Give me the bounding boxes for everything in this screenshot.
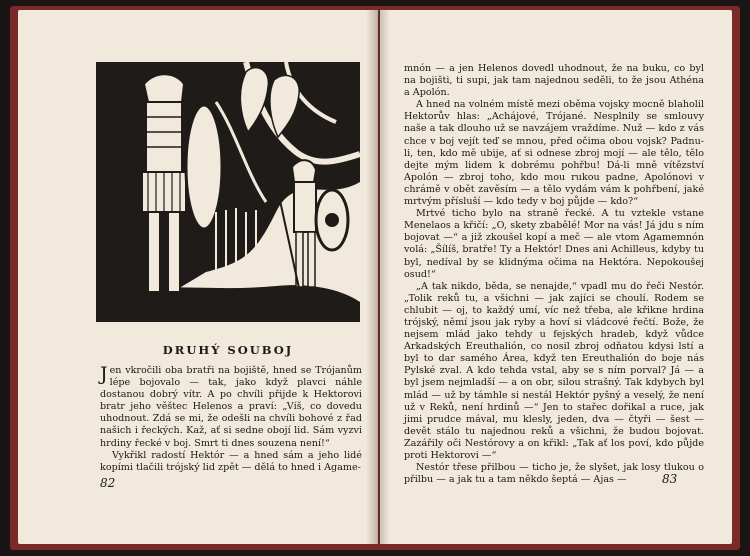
paragraph: Jen vkročili oba bratři na bojiště, hned se Trójanům lépe bojovalo — tak, jako když plavci náhle dostanou dobrý vítr. A po chvíli přijde k Hektorovi bratr jeho věštec Helenos a praví: „Víš, co dovedu uhodnout. Zdá se mi, že odešli na chvíli bohové z řad našich i řeckých. Kaž, ať si sedne obojí lid. Sám vyzvi hrdiny řecké v boj. Smrt ti dnes souzena není!“ bbox=[100, 363, 362, 449]
left-page bbox=[18, 10, 378, 544]
right-page-text bbox=[404, 63, 704, 486]
open-book bbox=[10, 6, 740, 550]
page-number: 83 bbox=[662, 472, 678, 486]
page-number: 82 bbox=[100, 476, 116, 490]
paragraph: „A tak nikdo, běda, se nenajde,“ vpadl mu do řeči Nestór. „Tolik reků tu, a všichni — jak zajíci se choulí. Rodem se chlubit — oj, to každý umí, víc než třeba, ale křikne hrdina trójský, němí jsou jak ryby a hoví si vládcové řečtí. Bože, že nejsem mlád jako tehdy u fejských hradeb, když vůdce Arkadských Ereuthalión, co nosil zbroj odňatou kdysi lstí a byl to dar samého Área, když ten Ereuthalión do boje nás Pylské zval. A kdo tehda vstal, aby se s ním porval? Já — a byl jsem nejmladší — a on obr, silou strašný. Tak kdybych byl mlád — už by támhle si nestál Hektór pyšný a veselý, že není už v Reků, není hrdinů —“ Jen to stařec dořikal a ruce, jak jimi prudce mával, mu klesly, jeden, dva — čtyři — šest — devět stálo tu najednou reků a všichni, že budou bojovat. Zazářily oči Nestórovy a on křikl: „Tak ať los poví, kdo půjde proti Hektorovi —“ bbox=[404, 280, 704, 461]
book-gutter bbox=[366, 10, 390, 544]
drop-cap: J bbox=[100, 363, 108, 385]
right-page bbox=[380, 10, 732, 544]
chapter-title: DRUHÝ SOUBOJ bbox=[162, 343, 294, 357]
hector-woodcut-illustration bbox=[96, 62, 360, 322]
left-page-text bbox=[100, 365, 362, 474]
paragraph: A hned na volném místě mezi oběma vojsky mocně blaholil Hektorův hlas: „Achájové, Trójané. Nesplnily se smlouvy naše a tak dlouho už se navzájem vraždíme. Nuž — kdo z vás chce v boj vejít teď se mnou, před očima obou vojsk? Padnu-li, ten, kdo mě ubije, ať si odnese zbroj mojí — ale tělo, tělo dejte mým lidem k dobrému pohřbu! Dá-li mně vítězství Apolón — zbroj toho, kdo mou rukou padne, Apolónovi v chrámě v obět zavěsím — a tělo vydám vám k pohřbení, jaké mrtvým přísluší — kdo tedy v boj půjde — kdo?“ bbox=[404, 99, 704, 208]
paragraph: Nestór třese přilbou — ticho je, že slyšet, jak losy tlukou o přilbu — a jak tu a tam někdo šeptá — Ajas — bbox=[404, 462, 704, 486]
paragraph: Mrtvé ticho bylo na straně řecké. A tu vztekle vstane Menelaos a křičí: „O, skety zbabělé! Mor na vás! Já jdu s ním bojovat —“ a již zkoušel kopí a meč — ale vtom Agamemnón volá: „Šílíš, bratře! Ty a Hektór! Dnes ani Achilleus, kdyby tu byl, nedíval by se klidnýma očima na Hektóra. Nepokoušej osud!“ bbox=[404, 208, 704, 280]
paragraph: Vykřikl radostí Hektór — a hned sám a jeho lidé kopími tlačili trójský lid zpět — dělá to hned i Agame- bbox=[100, 449, 362, 473]
paragraph: mnón — a jen Helenos dovedl uhodnout, že na buku, co byl na bojišti, ti supi, jak tam najednou seděli, to že jsou Athéna a Apolón. bbox=[404, 63, 704, 99]
